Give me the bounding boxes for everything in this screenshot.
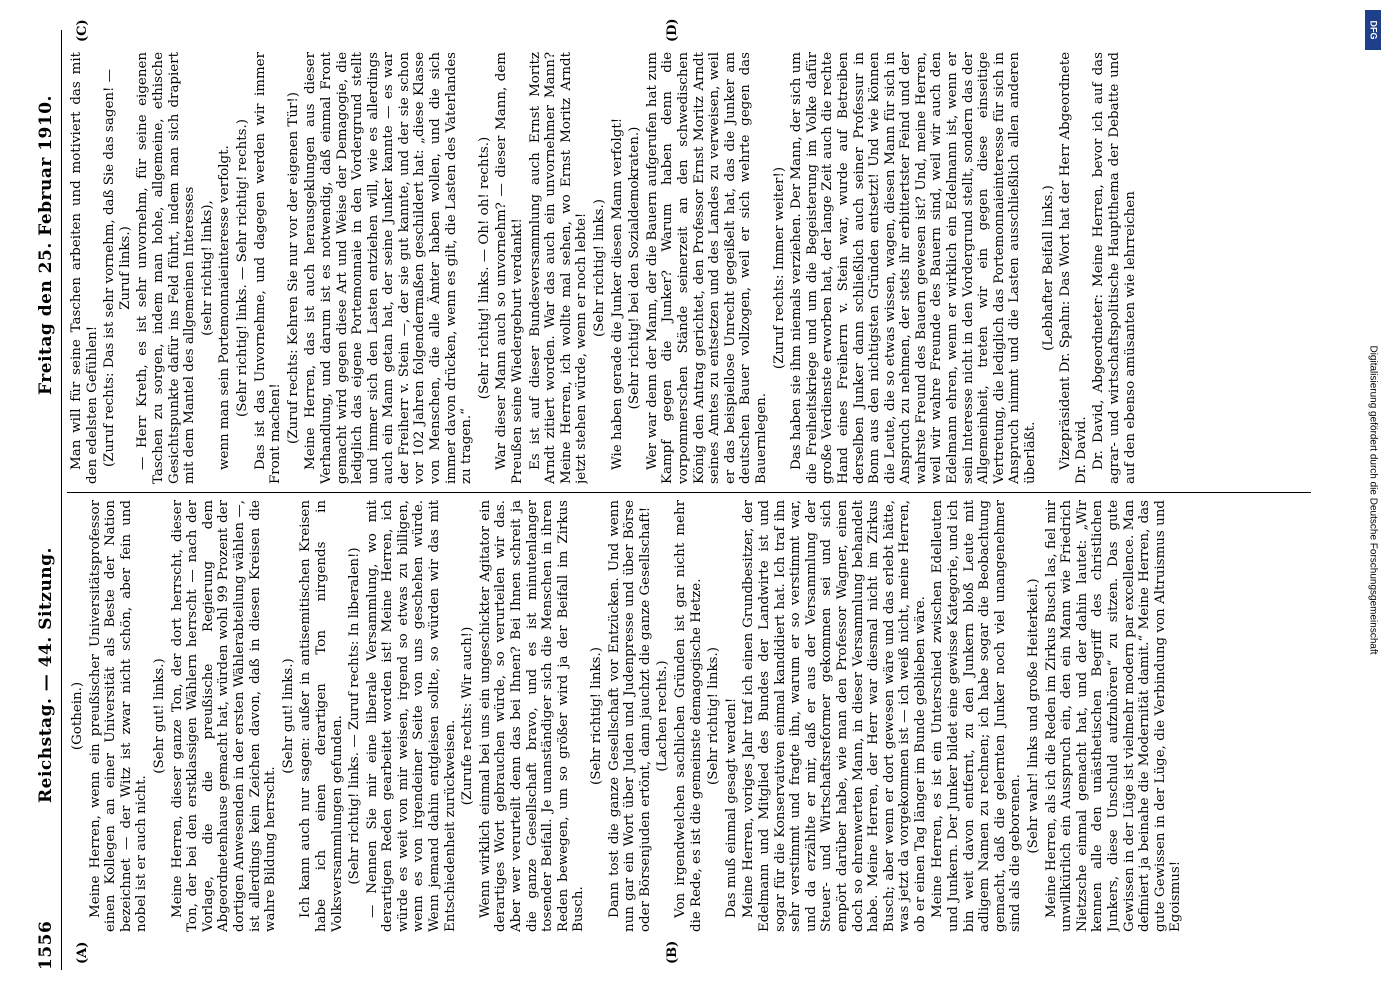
paragraph: — Herr Kreth, es ist sehr unvornehm, für seine eigenen Taschen zu sorgen, indem man hohe, allgemeine, ethische Gesichtspunkte dafür ins Feld führt, indem man sich drapiert mit dem Mantel des allgemeinen Interesses [135,52,198,484]
left-text-column [69,500,1311,932]
column-divider [67,492,1311,493]
paragraph: Vizepräsident Dr. Spahn: Das Wort hat der Herr Abgeordnete Dr. David. [1058,52,1089,484]
paragraph: Das muß einmal gesagt werden! [723,697,739,918]
paragraph: Von irgendwelchen sachlichen Gründen ist gar nicht mehr die Rede, es ist die gemeinste demagogische Hetze. [672,500,704,932]
interjection-line: (Sehr richtig! links. — Oh! oh! rechts.) [476,136,492,400]
interjection-line: (Sehr gut! links.) [280,658,296,774]
margin-marker-d: (D) [665,18,680,42]
margin-marker-c: (C) [75,19,90,42]
interjection-line: (Sehr richtig! links.) [706,647,722,785]
paragraph: wenn man sein Portemonnaieinteresse verfolgt. [217,145,233,470]
interjection-line: (Zuruf rechts: Kehren Sie nur vor der eigenen Tür!) [285,92,301,444]
header-rule [61,30,62,970]
paragraph: Meine Herren, als ich die Reden im Zirkus Busch las, fiel mir unwillkürlich ein Ausspruch ein, den ein Mann wie Friedrich Nietzsche einmal gemacht hat, und der dahin lautet: „Wir kennen alle den unästhetischen Begriff des christlichen Junkers, diese Unschuld aufzuhören“ zu sitzen. Das gute Gewissen in der Lüge ist vielmehr modern par excellence. Man definiert ja beinahe die Modernität damit.“ Meine Herren, das gute Gewissen in der Lüge, die Verbindung von Altruismus und Egoismus! [1043,500,1184,932]
right-text-column [69,52,1311,484]
interjection-line: (Sehr richtig! links. — Sehr richtig! rechts.) [234,119,250,417]
interjection-line: (Zuruf rechts: Das ist sehr vornehm, daß Sie das sagen! — Zuruf links.) [102,68,133,468]
paragraph: Meine Herren, es ist ein Unterschied zwischen Edelleuten und Junkern. Der Junker bildet eine gewisse Kategorie, und ich bin weit davon entfernt, zu den Junkern bloß Leute mit adligem Namen zu rechnen; ich habe sogar die Beobachtung gemacht, daß die gelernten Junker noch viel unangenehmer sind als die geborenen. [930,500,1024,932]
digitization-credit: Digitalisierung gefördert durch die Deutsche Forschungsgemeinschaft [1367,345,1379,655]
header-left-title: Reichstag. — 44. Sitzung. [36,547,56,803]
dfg-logo-text: DFG [1368,20,1378,40]
margin-marker-a: (A) [75,941,90,964]
paragraph: Das ist das Unvornehme, und dagegen werden wir immer Front machen! [252,52,284,484]
paragraph: — Nennen Sie mir eine liberale Versammlung, wo mit derartigen Reden gearbeitet worden ist! Meine Herren, ich würde es weit von mir weisen, irgend so etwas zu billigen, wenn es von irgendeiner Seite von uns geschehen würde. Wenn jemand dahin entgleisen sollte, so würden wir das mit Entschiedenheit zurückweisen. [364,500,458,932]
interjection-line: (Sehr richtig! links.) [592,199,607,337]
margin-marker-b: (B) [665,940,680,964]
interjection-line: (Sehr gut! links.) [151,658,167,774]
newspaper-page [25,10,1325,990]
paragraph: Meine Herren, dieser ganze Ton, der dort herrscht, dieser Ton, der bei den erstklassigen Wählern herrscht — nach der Vorlage, die die preußische Regierung dem Abgeordnetenhause gemacht hat, würden wohl 99 Prozent der dortigen Anwesenden in der ersten Wählerabteilung wählen —, ist allerdings kein Zeichen davon, daß in diesen Kreisen die wahre Bildung herrscht. [169,500,279,932]
page-number: 1556 [36,920,56,970]
interjection-line: (Sehr wahr! links und große Heiterkeit.) [1026,578,1042,854]
paragraph: Man will für seine Taschen arbeiten und motiviert das mit den edelsten Gefühlen! [69,52,100,484]
paragraph: Dr. David, Abgeordneter: Meine Herren, bevor ich auf das agrar- und wirtschaftspolitische Hauptthema der Debatte und auf den ebenso amüsanten wie lehrreichen [1091,52,1138,484]
interjection-line: (sehr richtig! links), [199,200,215,336]
paragraph: Meine Herren, voriges Jahr traf ich einen Grundbesitzer, der Edelmann und Mitglied des Bundes der Landwirte ist und sogar für die Konservativen einmal kandidiert hat. Ich traf ihn sehr verstimmt und fragte ihn, warum er so verstimmt war, und da erzählte er mir, daß er aus der Versammlung der Steuer- und Wirtschaftsreformer gekommen sei und sich empört darüber habe, wie man den Professor Wagner, einen doch so ehrenwerten Mann, in dieser Versammlung behandelt habe. Meine Herren, der Herr war diesmal nicht im Zirkus Busch; aber wenn er dort gewesen wäre und das erlebt hätte, was jetzt da vorgekommen ist — ich weiß nicht, meine Herren, ob er einen Tag länger im Bunde geblieben wäre. [741,500,928,932]
interjection-line: (Sehr richtig! links. — Zuruf rechts: In liberalen!) [347,547,363,885]
interjection-line: (Sehr richtig! links.) [589,647,604,785]
paragraph: Wie haben gerade die Junker diesen Mann verfolgt! [609,117,625,470]
paragraph: War dieser Mann auch so unvornehm? — dieser Mann, dem Preußen seine Wiedergeburt verdankt! [494,52,526,484]
paragraph: Es ist auf dieser Bundesversammlung auch Ernst Moritz Arndt zitiert worden. War das auch ein unvornehmer Mann? Meine Herren, ich wollte mal sehen, wo Ernst Moritz Arndt jetzt stehen würde, wenn er noch lebte! [527,52,590,484]
interjection-line: (Sehr richtig! bei den Sozialdemokraten.) [627,126,643,410]
page-header [33,30,59,970]
interjection-line: (Lachen rechts.) [655,660,671,772]
paragraph: Das haben sie ihm niemals verziehen. Der Mann, der sich um die Freiheitskriege und um die Begeisterung im Volke dafür große Verdienste erworben hat, der lange Zeit auch die rechte Hand eines Freiherrn v. Stein war, wurde auf Betreiben derselben Junker dann schließlich auch seiner Professur in Bonn aus den nichtigsten Gründen entsetzt! Und wie können die Leute, die so etwas wissen, wagen, diesen Mann für sich in Anspruch zu nehmen, der stets ihr erbittertster Feind und der wahrste Freund des Bauern gewesen ist? Und, meine Herren, weil wir wahre Freunde des Bauern sind, weil wir auch den Edelmann ehren, wenn er wirklich ein Edelmann ist, wenn er sein Interesse nicht in den Vordergrund stellt, sondern das der Allgemeinheit, treten wir ein gegen diese einseitige Vertretung, die lediglich das Portemonnaieinteresse für sich in Anspruch nimmt und die Lasten ausschließlich allen anderen überläßt. [789,52,1039,484]
paragraph: Wer war denn der Mann, der die Bauern aufgerufen hat zum Kampf gegen die Junker? Warum haben denn die vorpommerschen Stände seinerzeit an den schwedischen König den Antrag gerichtet, den Professor Ernst Moritz Arndt seines Amtes zu entsetzen und des Landes zu verweisen, weil er das beispiellose Unrecht gegeißelt hat, das die Junker am deutschen Bauer vollzogen, weil er sich wehrte gegen das Bauernlegen. [644,52,769,484]
interjection-line: (Lebhafter Beifall links.) [1040,185,1056,351]
interjection-line: (Zuruf rechts: Immer weiter!) [771,166,787,370]
interjection-line: (Zurufe rechts: Wir auch!) [460,626,476,806]
paragraph: Ich kann auch nur sagen: außer in antisemitischen Kreisen habe ich einen derartigen Ton nirgends in Volksversammlungen gefunden. [298,500,345,932]
paragraph: Dann tost die ganze Gesellschaft vor Entzücken. Und wenn nun gar ein Wort über Juden und Judenpresse und über Börse oder Börsenjuden ertönt, dann jauchzt die ganze Gesellschaft! [606,500,653,932]
interjection-line: (Gothein.) [70,681,85,751]
header-right-title: Freitag den 25. Februar 1910. [36,95,56,395]
paragraph: Meine Herren, wenn ein preußischer Universitätsprofessor einen Kollegen an einer Universität als Beste der Nation bezeichnet — der Witz ist zwar nicht schön, aber fein und nobel ist er auch nicht. [87,500,150,932]
paragraph: Meine Herren, das ist auch herausgeklungen aus dieser Verhandlung, und darum ist es notwendig, daß einmal Front gemacht wird gegen diese Art und Weise der Demagogie, die lediglich das eigene Portemonnaie in den Vordergrund stellt und immer sich den Lasten entziehen will, wie es allerdings auch ein Mann getan hat, der seine Junker kannte — es war der Freiherr v. Stein —, der sie gut kannte, und der sie schon vor 102 Jahren folgendermaßen geschildert hat: „diese Klasse von Menschen, die alle Ämter haben wollen, und die sich immer davon drücken, wenn es gilt, die Lasten des Vaterlandes zu tragen.“ [303,52,475,484]
dfg-logo [1365,10,1381,50]
paragraph: Wenn wirklich einmal bei uns ein ungeschickter Agitator ein derartiges Wort gebrauchen würde, so verurteilen wir das. Aber wer verurteilt denn das bei Ihnen? Bei Ihnen schreit ja die ganze Gesellschaft bravo, und es ist minutenlanger tosender Beifall. Je unanständiger sich die Menschen in ihren Reden bewegen, um so größer wird ja der Beifall im Zirkus Busch. [477,500,587,932]
